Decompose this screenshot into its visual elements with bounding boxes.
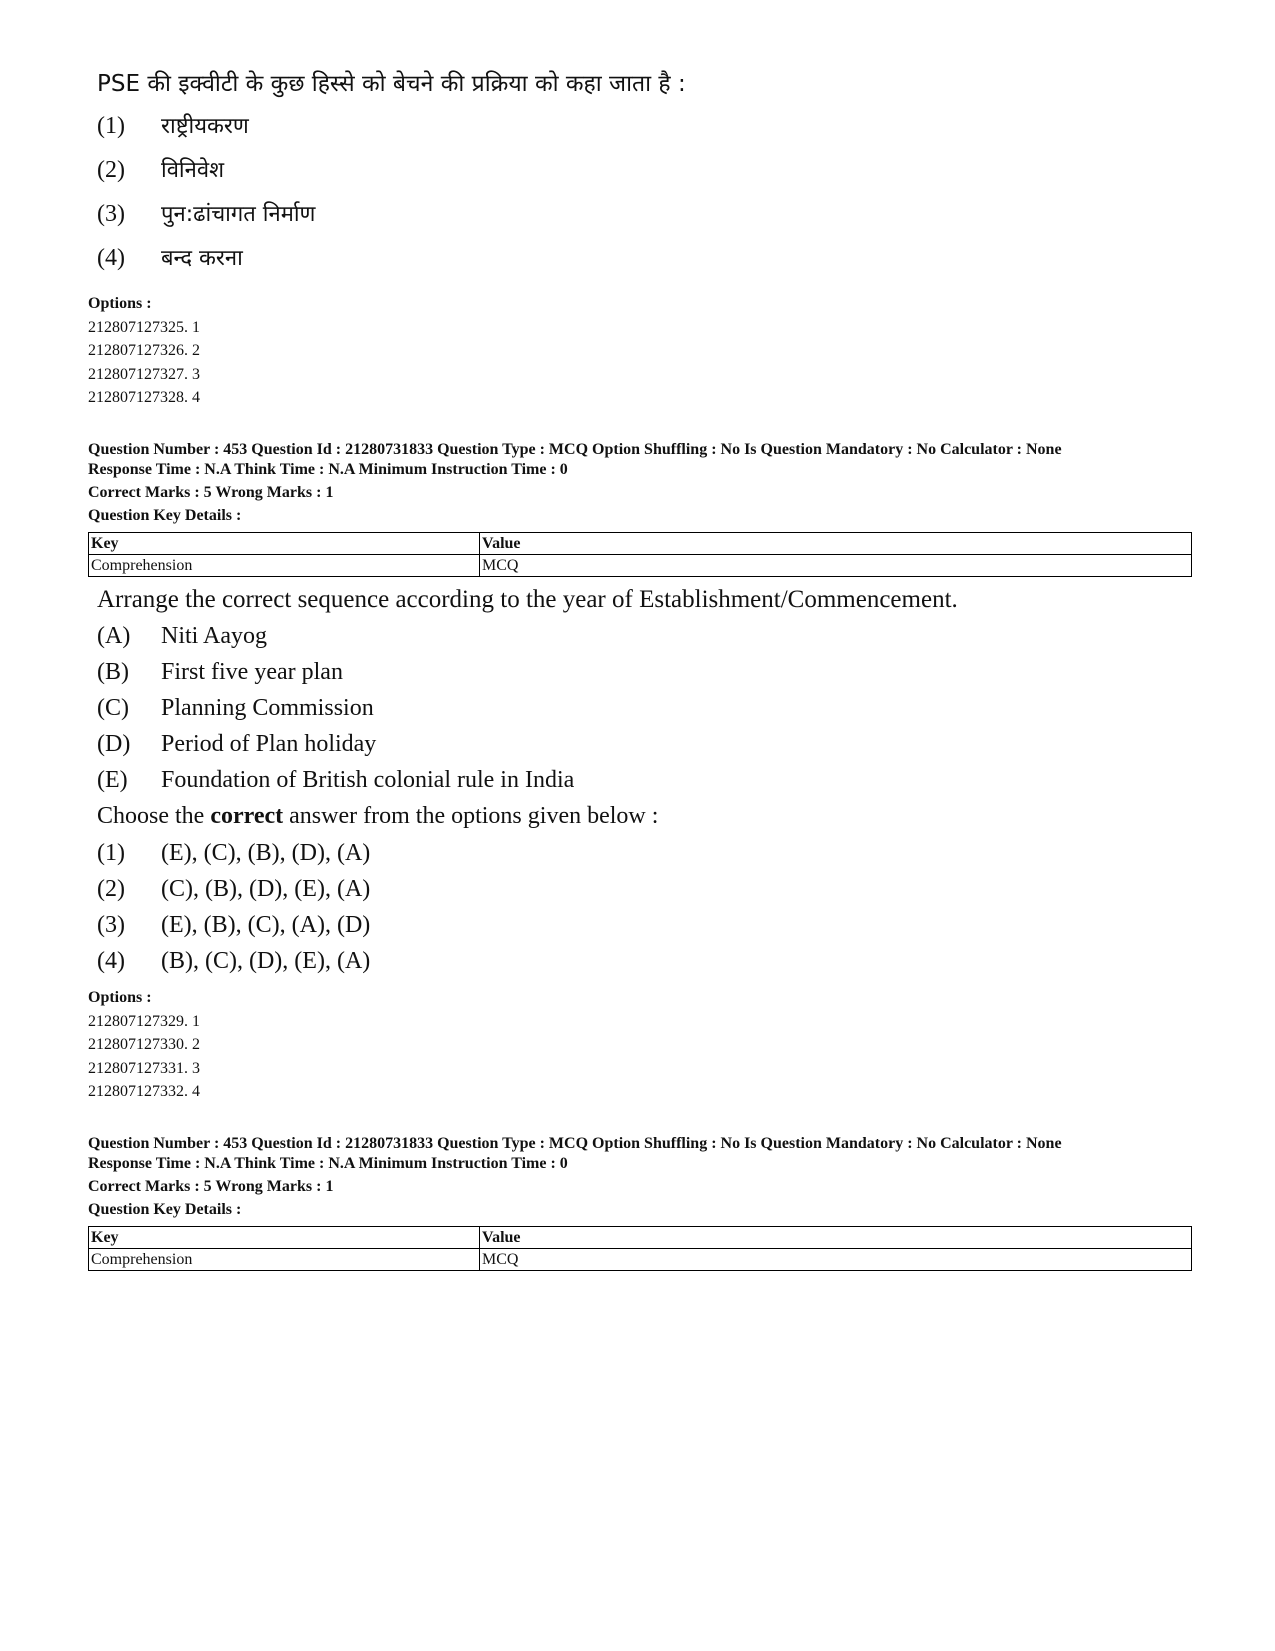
- q1-choice-text: पुन:ढांचागत निर्माण: [161, 202, 316, 227]
- q1-choice-text: बन्द करना: [161, 246, 243, 271]
- key-table-header: [89, 1227, 1192, 1249]
- key-header: Key: [89, 1227, 480, 1249]
- option-id: 212807127329. 1: [88, 1012, 200, 1030]
- q2-choice-text: (E), (B), (C), (A), (D): [161, 912, 371, 938]
- option-id: 212807127325. 1: [88, 318, 200, 336]
- q2-item-text: Planning Commission: [161, 695, 374, 721]
- q2-item-a: [97, 623, 267, 650]
- q1-choice-1: [97, 110, 249, 140]
- q2-item-num: (A): [97, 623, 131, 649]
- meta-line-1: Question Number : 453 Question Id : 21280731833 Question Type : MCQ Option Shuffling : No Is Question Mandatory : No Calculator : None: [88, 441, 1062, 458]
- q2-item-text: Period of Plan holiday: [161, 731, 377, 757]
- q2-item-num: (B): [97, 659, 129, 685]
- q2-item-num: (D): [97, 731, 131, 757]
- key-table-row: [89, 1249, 1192, 1271]
- q1-choice-text: राष्ट्रीयकरण: [161, 114, 249, 139]
- key-cell: Comprehension: [89, 555, 480, 577]
- q2-item-num: (C): [97, 695, 129, 721]
- q2-choice-num: (3): [97, 912, 125, 938]
- q1-stem: [97, 66, 686, 98]
- meta-marks: Correct Marks : 5 Wrong Marks : 1: [88, 1178, 334, 1195]
- q2-stem: Arrange the correct sequence according to the year of Establishment/Commencement.: [97, 586, 958, 613]
- q2-item-b: [97, 659, 343, 686]
- q1-choice-4: [97, 242, 243, 272]
- meta-line-1: Question Number : 453 Question Id : 21280731833 Question Type : MCQ Option Shuffling : No Is Question Mandatory : No Calculator : None: [88, 1135, 1062, 1152]
- option-id: 212807127327. 3: [88, 365, 200, 383]
- meta-line-2: Response Time : N.A Think Time : N.A Minimum Instruction Time : 0: [88, 461, 568, 478]
- q1-stem-text: PSE की इक्वीटी के कुछ हिस्से को बेचने की प्रक्रिया को कहा जाता है :: [97, 71, 686, 97]
- meta-marks: Correct Marks : 5 Wrong Marks : 1: [88, 484, 334, 501]
- q1-choice-3: [97, 198, 315, 228]
- key-cell: Comprehension: [89, 1249, 480, 1271]
- q1-choice-text: विनिवेश: [161, 158, 225, 183]
- question-meta-2: [88, 1134, 1062, 1220]
- q2-item-text: Niti Aayog: [161, 623, 267, 649]
- q2-choice-text: (B), (C), (D), (E), (A): [161, 948, 371, 974]
- q1-options-list: [88, 292, 200, 410]
- q2-choice-4: [97, 948, 370, 975]
- instruction-post: answer from the options given below :: [283, 803, 659, 829]
- key-table-header: [89, 533, 1192, 555]
- value-header: Value: [480, 533, 1192, 555]
- meta-key-details: Question Key Details :: [88, 1201, 242, 1218]
- options-label: Options :: [88, 989, 152, 1006]
- key-header: Key: [89, 533, 480, 555]
- q2-options-list: [88, 986, 200, 1104]
- q2-choice-text: (C), (B), (D), (E), (A): [161, 876, 371, 902]
- q2-choice-3: [97, 912, 370, 939]
- q2-choice-text: (E), (C), (B), (D), (A): [161, 840, 371, 866]
- option-id: 212807127332. 4: [88, 1083, 200, 1100]
- q2-item-text: First five year plan: [161, 659, 343, 685]
- meta-line-2: Response Time : N.A Think Time : N.A Minimum Instruction Time : 0: [88, 1155, 568, 1172]
- q1-choice-num: (4): [97, 245, 125, 271]
- meta-key-details: Question Key Details :: [88, 507, 242, 524]
- options-label: Options :: [88, 295, 152, 312]
- option-id: 212807127328. 4: [88, 389, 200, 406]
- question-key-table-1: [88, 532, 1192, 577]
- q1-choice-num: (3): [97, 201, 125, 227]
- q2-choice-num: (1): [97, 840, 125, 866]
- q2-instruction: [97, 803, 658, 830]
- q1-choice-num: (1): [97, 113, 125, 139]
- value-cell: MCQ: [480, 1249, 1192, 1271]
- option-id: 212807127326. 2: [88, 342, 200, 359]
- question-key-table-2: [88, 1226, 1192, 1271]
- q2-item-text: Foundation of British colonial rule in India: [161, 767, 575, 793]
- q2-item-num: (E): [97, 767, 128, 793]
- q2-item-d: [97, 731, 376, 758]
- q1-choice-2: [97, 154, 224, 184]
- instruction-bold: correct: [210, 803, 284, 829]
- question-meta-1: [88, 440, 1062, 526]
- q2-choice-1: [97, 840, 370, 867]
- value-cell: MCQ: [480, 555, 1192, 577]
- q2-choice-num: (2): [97, 876, 125, 902]
- key-table-row: [89, 555, 1192, 577]
- instruction-pre: Choose the: [97, 803, 211, 829]
- q2-item-c: [97, 695, 374, 722]
- option-id: 212807127330. 2: [88, 1036, 200, 1053]
- q2-item-e: [97, 767, 574, 794]
- option-id: 212807127331. 3: [88, 1059, 200, 1077]
- value-header: Value: [480, 1227, 1192, 1249]
- q2-choice-num: (4): [97, 948, 125, 974]
- q1-choice-num: (2): [97, 157, 125, 183]
- q2-choice-2: [97, 876, 370, 903]
